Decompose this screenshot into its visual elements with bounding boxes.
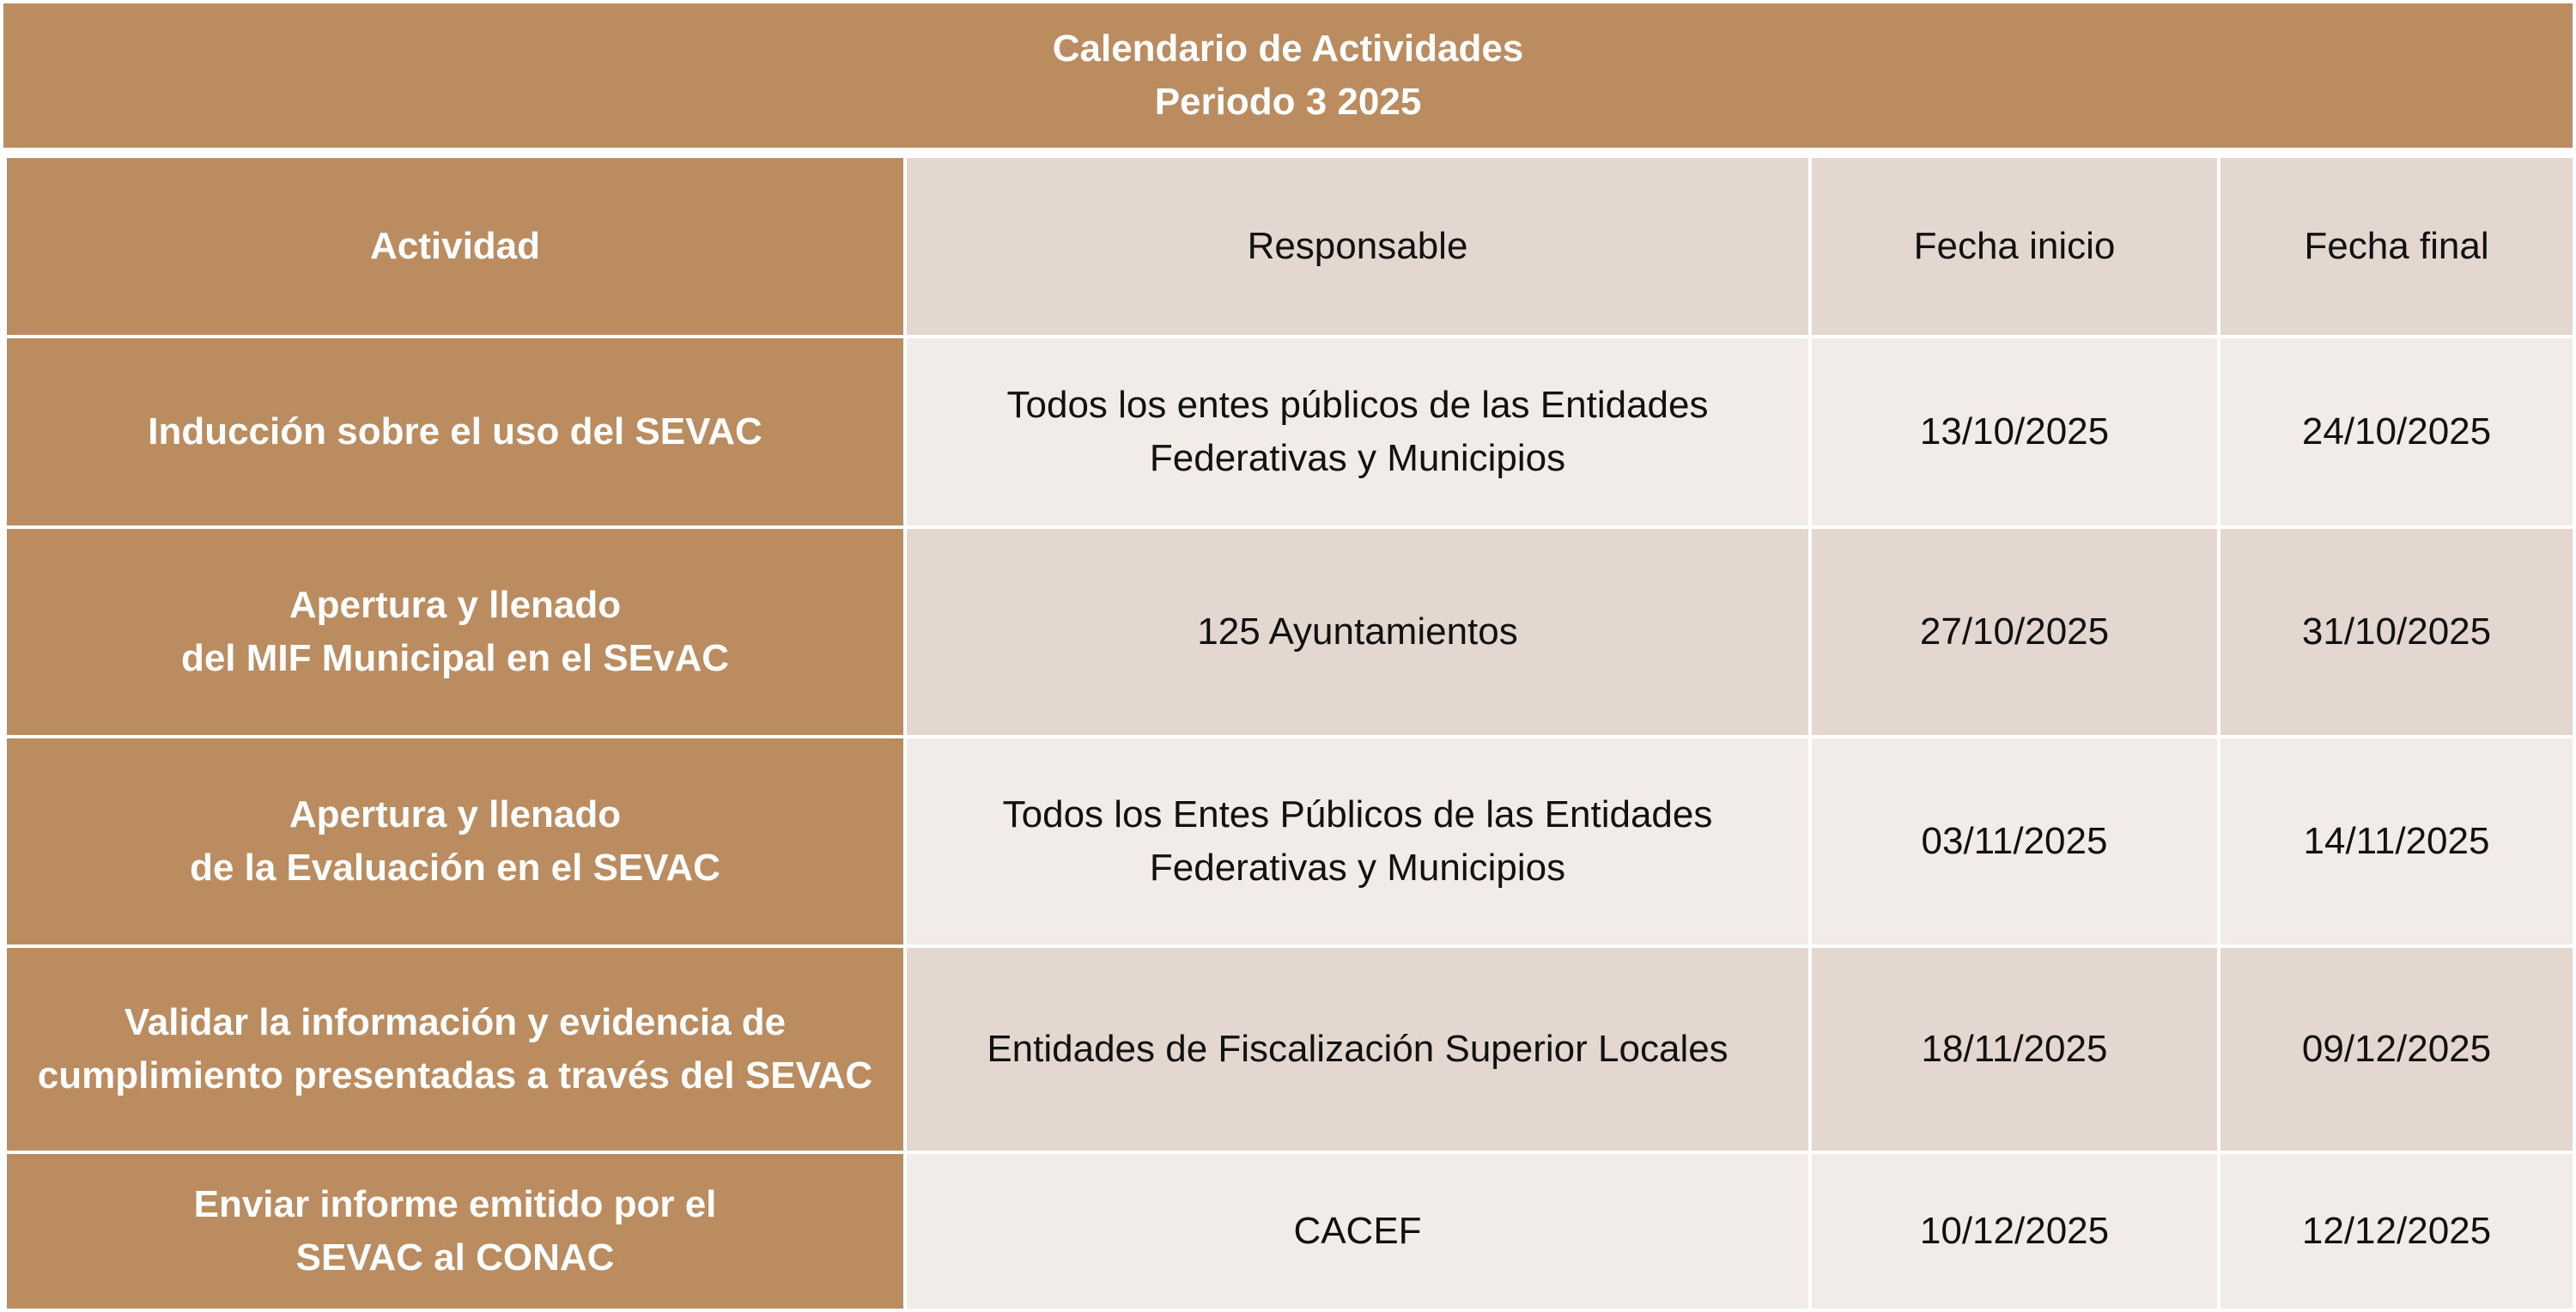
activity-text: SEVAC al CONAC <box>295 1236 615 1279</box>
responsable-text: 125 Ayuntamientos <box>1197 610 1518 653</box>
end-date-cell: 12/12/2025 <box>2219 1152 2574 1310</box>
table-row <box>5 737 2574 946</box>
activity-text: de la Evaluación en el SEVAC <box>190 847 720 889</box>
activity-text: Apertura y llenado <box>289 584 622 626</box>
activity-cell <box>5 1152 905 1310</box>
responsable-cell <box>905 946 1810 1152</box>
table-row <box>5 946 2574 1152</box>
activity-text: cumplimiento presentadas a través del SEVAC <box>37 1054 873 1096</box>
start-date-cell: 10/12/2025 <box>1810 1152 2219 1310</box>
header-start-date: Fecha inicio <box>1810 156 2219 337</box>
header-activity: Actividad <box>5 156 905 337</box>
responsable-text: CACEF <box>1293 1210 1422 1252</box>
calendar-title-line-2: Periodo 3 2025 <box>1154 81 1422 123</box>
end-date-cell: 14/11/2025 <box>2219 737 2574 946</box>
table-row <box>5 1152 2574 1310</box>
activity-text: Apertura y llenado <box>289 793 622 835</box>
start-date-cell: 27/10/2025 <box>1810 527 2219 737</box>
responsable-text: Federativas y Municipios <box>1149 437 1566 479</box>
activity-text: Enviar informe emitido por el <box>193 1183 717 1225</box>
calendar-title <box>3 3 2573 148</box>
responsable-text: Todos los Entes Públicos de las Entidades <box>1002 793 1713 835</box>
activity-text: Validar la información y evidencia de <box>124 1001 787 1043</box>
activity-text: Inducción sobre el uso del SEVAC <box>148 410 762 453</box>
responsable-cell <box>905 337 1810 527</box>
table-row <box>5 337 2574 527</box>
activity-text: del MIF Municipal en el SEvAC <box>180 637 730 679</box>
activity-cell <box>5 337 905 527</box>
activity-cell <box>5 946 905 1152</box>
responsable-text: Entidades de Fiscalización Superior Locales <box>987 1028 1728 1070</box>
responsable-text: Federativas y Municipios <box>1149 847 1566 889</box>
calendar-title-line-1: Calendario de Actividades <box>1052 27 1524 70</box>
start-date-cell: 18/11/2025 <box>1810 946 2219 1152</box>
end-date-cell: 24/10/2025 <box>2219 337 2574 527</box>
start-date-cell: 03/11/2025 <box>1810 737 2219 946</box>
header-responsable: Responsable <box>905 156 1810 337</box>
start-date-cell: 13/10/2025 <box>1810 337 2219 527</box>
responsable-cell <box>905 527 1810 737</box>
header-end-date: Fecha final <box>2219 156 2574 337</box>
responsable-text: Todos los entes públicos de las Entidades <box>1006 384 1709 426</box>
activity-cell <box>5 527 905 737</box>
end-date-cell: 09/12/2025 <box>2219 946 2574 1152</box>
activity-calendar-table <box>3 155 2576 1312</box>
responsable-cell <box>905 737 1810 946</box>
table-header-row <box>5 156 2574 337</box>
responsable-cell <box>905 1152 1810 1310</box>
end-date-cell: 31/10/2025 <box>2219 527 2574 737</box>
table-row <box>5 527 2574 737</box>
activity-cell <box>5 737 905 946</box>
